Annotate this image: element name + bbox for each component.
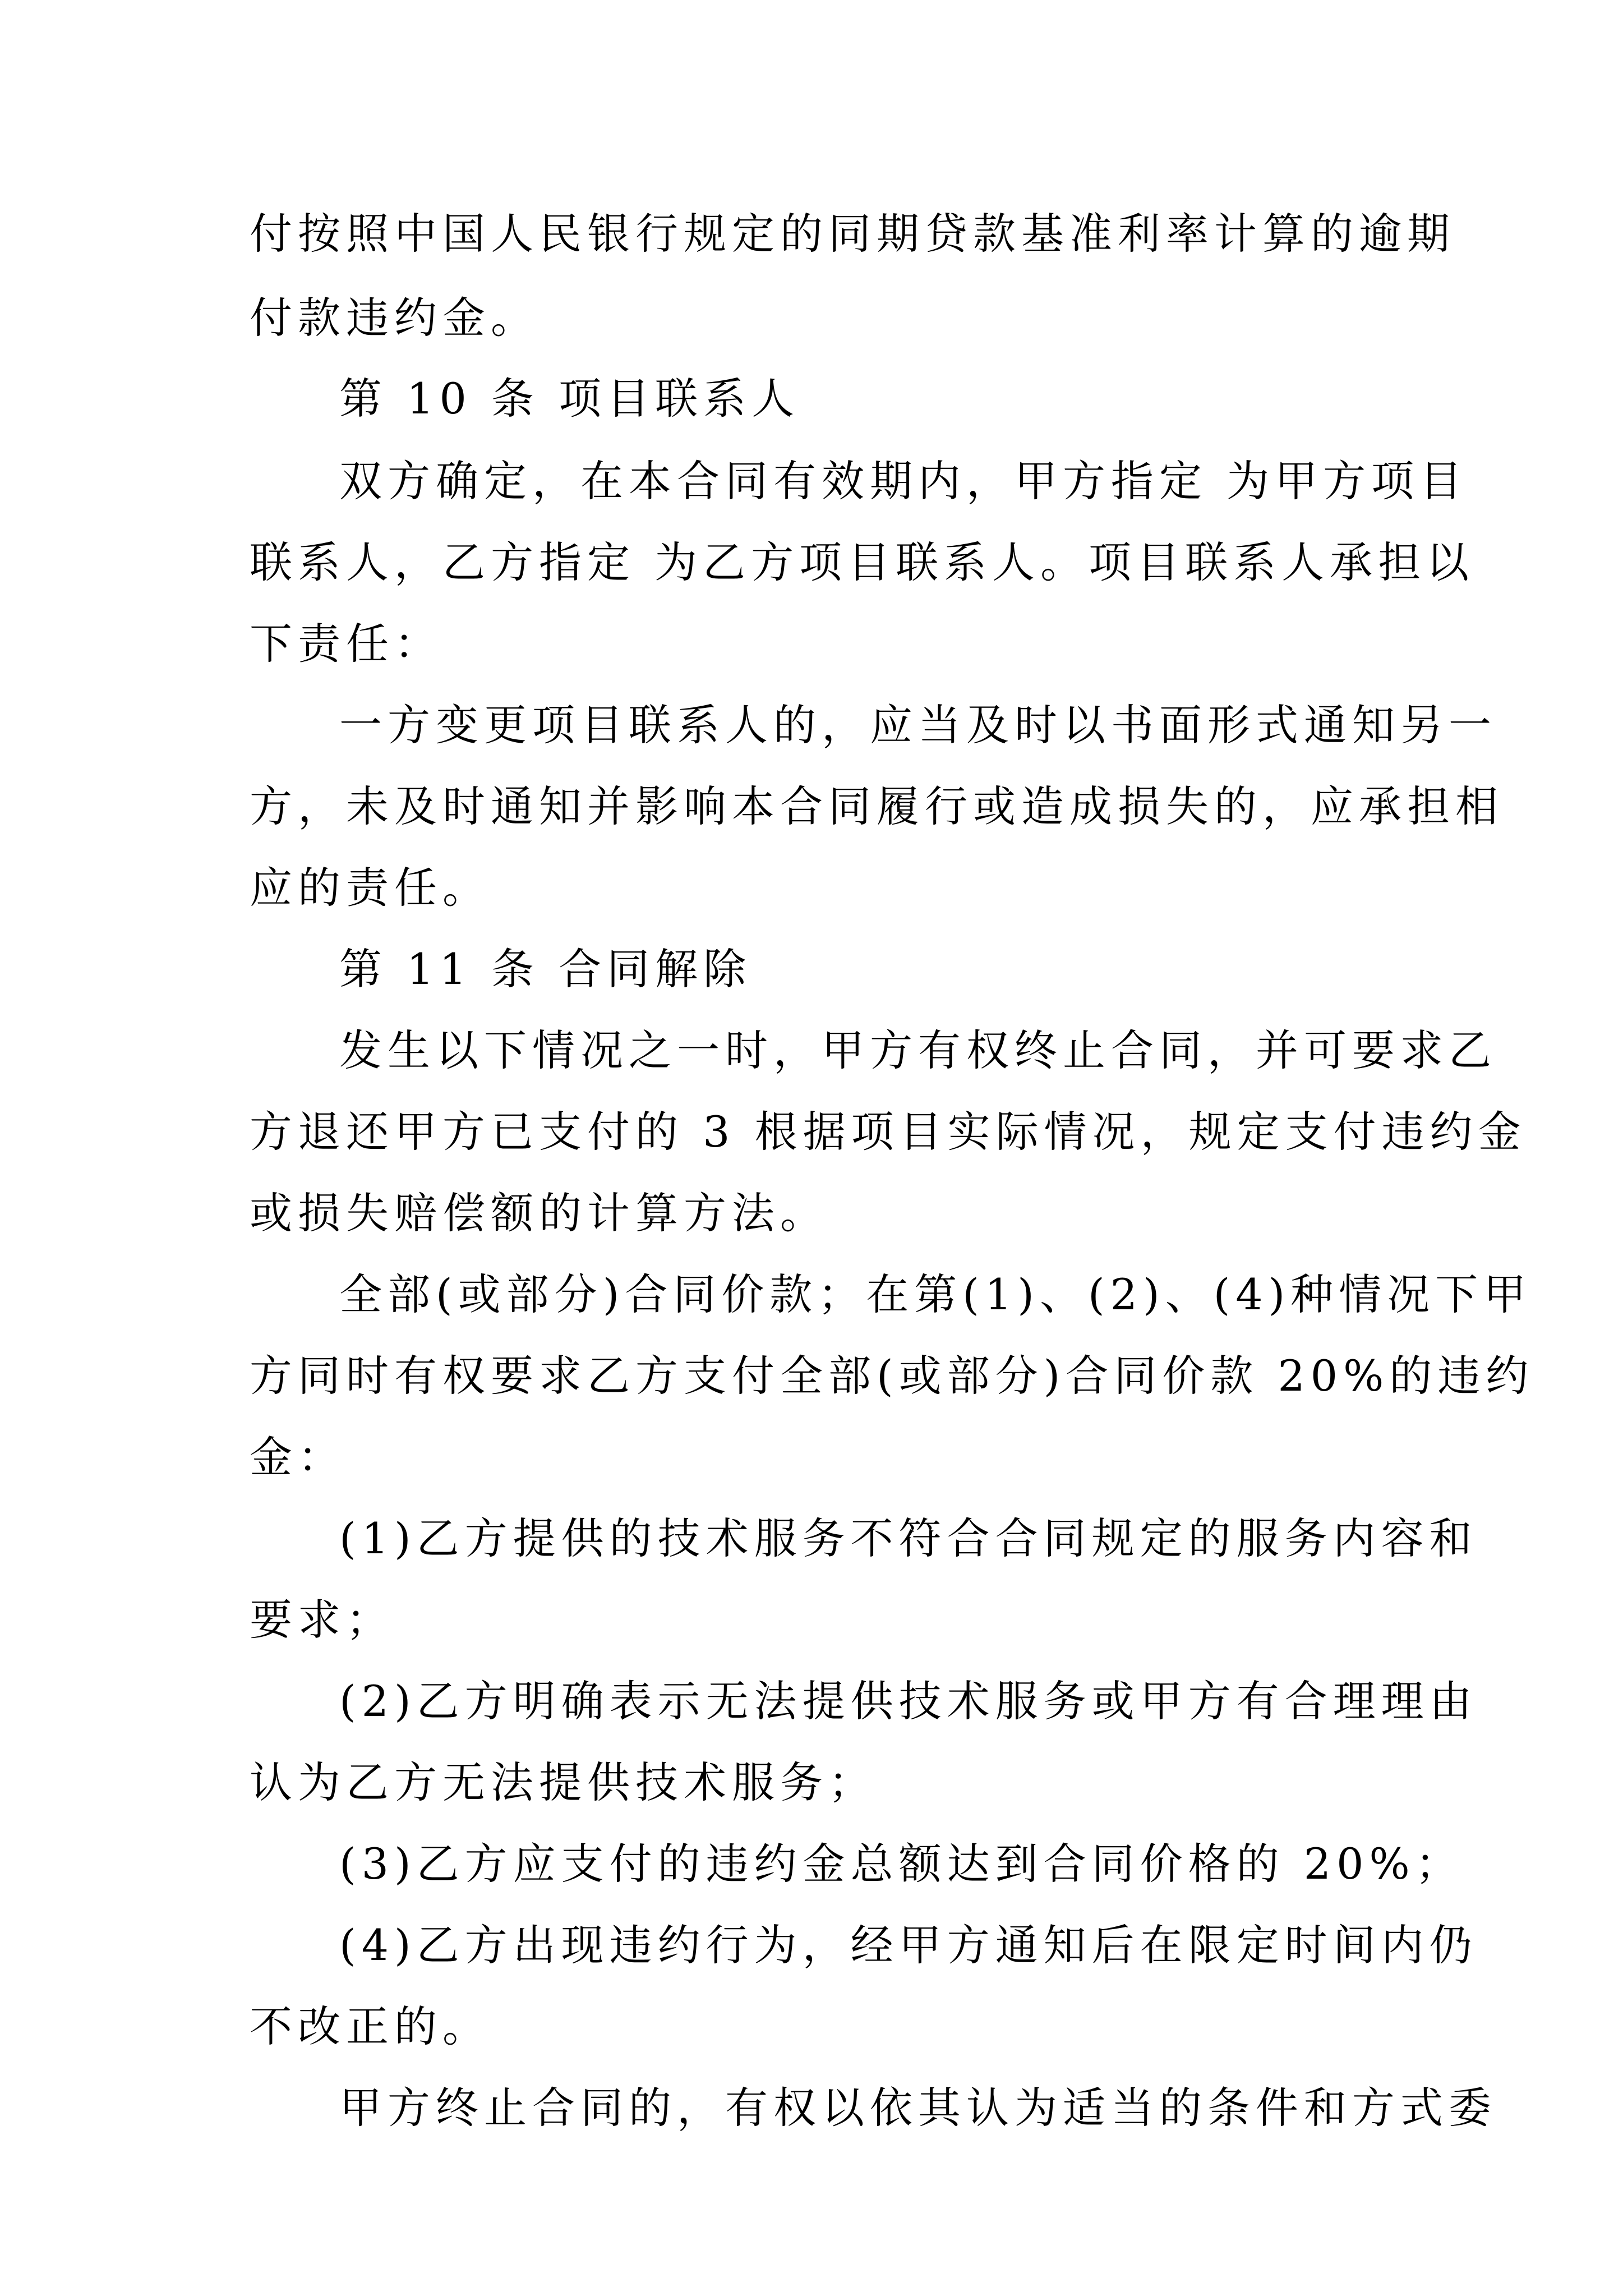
section-heading-11: 第 11 条 合同解除	[339, 944, 752, 994]
text-line: (4)乙方出现违约行为，经甲方通知后在限定时间内仍	[339, 1920, 1478, 1970]
text-line: 不改正的。	[250, 2001, 491, 2051]
text-line: 甲方终止合同的，有权以依其认为适当的条件和方式委	[339, 2083, 1497, 2133]
text-line: 金：	[250, 1432, 346, 1482]
text-line: 或损失赔偿额的计算方法。	[250, 1188, 828, 1238]
text-line: 方同时有权要求乙方支付全部(或部分)合同价款 20%的违约	[250, 1351, 1534, 1401]
text-line: 下责任：	[250, 619, 442, 669]
text-line: 联系人，乙方指定 为乙方项目联系人。项目联系人承担以	[250, 537, 1475, 587]
text-line: 付按照中国人民银行规定的同期贷款基准利率计算的逾期	[250, 209, 1455, 259]
text-line: 一方变更项目联系人的，应当及时以书面形式通知另一	[339, 700, 1497, 750]
text-line: 认为乙方无法提供技术服务；	[250, 1757, 877, 1807]
text-line: (2)乙方明确表示无法提供技术服务或甲方有合理理由	[339, 1676, 1478, 1726]
text-line: 发生以下情况之一时，甲方有权终止合同，并可要求乙	[339, 1025, 1497, 1075]
text-line: 付款违约金。	[250, 293, 539, 343]
text-line: 方退还甲方已支付的 3 根据项目实际情况，规定支付违约金	[250, 1107, 1527, 1157]
text-line: 要求；	[250, 1595, 394, 1645]
text-line: 应的责任。	[250, 863, 491, 913]
text-line: (3)乙方应支付的违约金总额达到合同价格的 20%；	[339, 1839, 1464, 1889]
text-line: 全部(或部分)合同价款；在第(1)、(2)、(4)种情况下甲	[339, 1269, 1532, 1319]
text-line: 双方确定，在本合同有效期内，甲方指定 为甲方项目	[339, 456, 1468, 506]
text-line: 方，未及时通知并影响本合同履行或造成损失的，应承担相	[250, 781, 1504, 831]
text-line: (1)乙方提供的技术服务不符合合同规定的服务内容和	[339, 1513, 1478, 1563]
section-heading-10: 第 10 条 项目联系人	[339, 374, 800, 424]
